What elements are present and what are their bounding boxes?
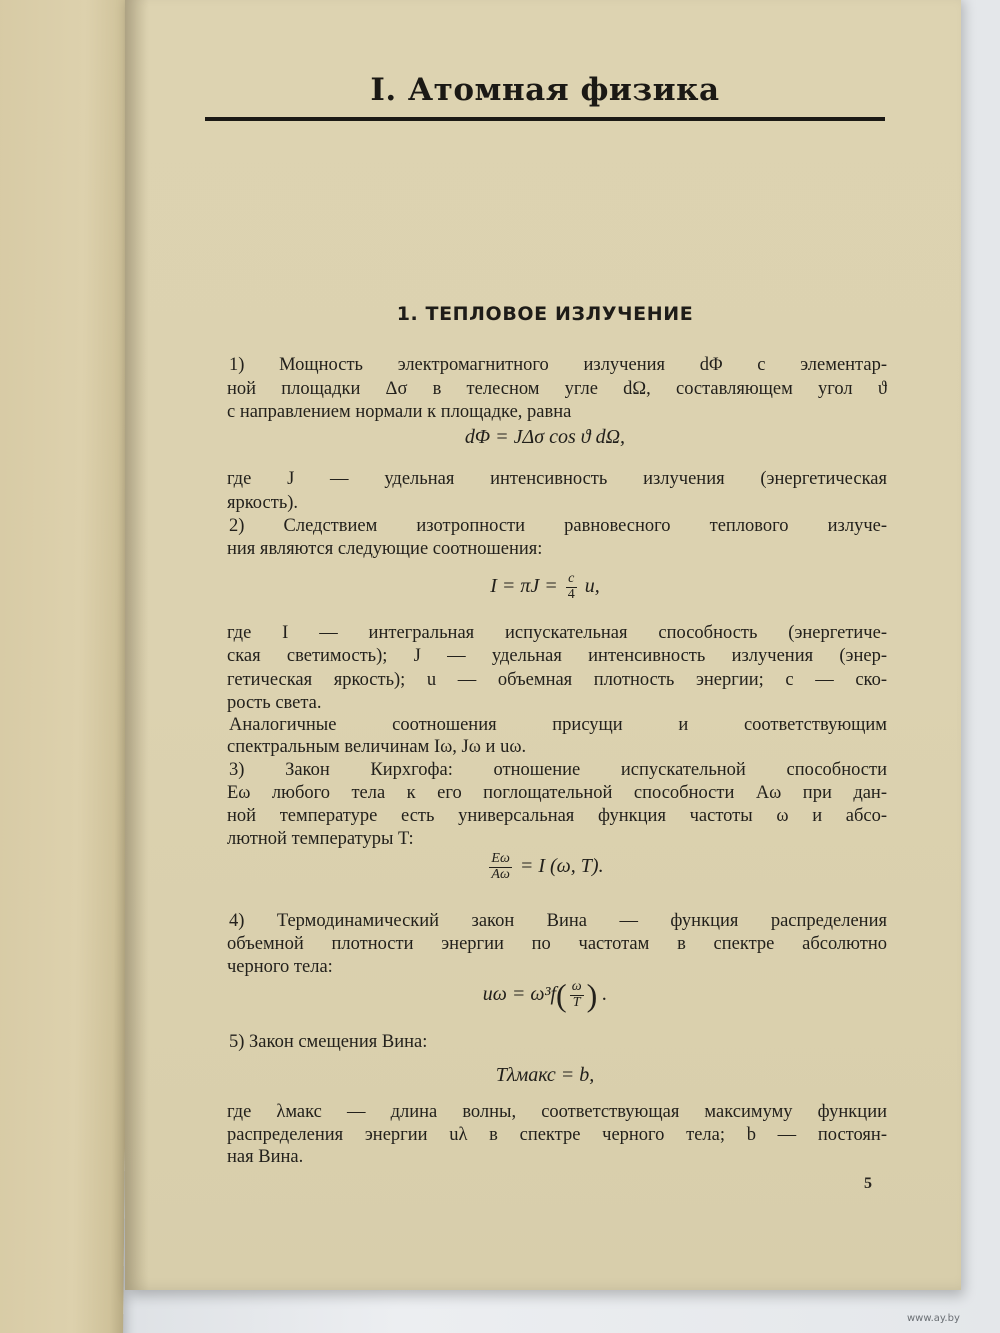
left-paren: ( <box>556 977 567 1013</box>
text-line: Аналогичные соотношения присущи и соответствующим <box>229 715 887 735</box>
watermark: www.ay.by <box>907 1313 960 1324</box>
formula-wien-displacement <box>205 1064 885 1087</box>
formula-emittance-rhs: u, <box>579 574 600 597</box>
text-line: где I — интегральная испускательная способность (энергетиче- <box>227 623 887 643</box>
text-line: ская светимость); J — удельная интенсивность излучения (энер- <box>227 646 887 666</box>
text-line: рость света. <box>227 693 322 713</box>
text-line: ная Вина. <box>227 1147 304 1167</box>
text-line: ной температуре есть универсальная функция частоты ω и абсо- <box>227 806 887 826</box>
fraction-denominator: 4 <box>567 586 575 602</box>
fraction-c-over-4 <box>566 572 577 602</box>
text-line: спектральным величинам Iω, Jω и uω. <box>227 737 527 757</box>
fraction-omega-over-t <box>570 980 584 1010</box>
text-line: 1) Мощность электромагнитного излучения dΦ с элементар- <box>229 355 887 375</box>
right-paren: ) <box>586 977 598 1013</box>
text-line: лютной температуры T: <box>227 829 414 849</box>
text-line: черного тела: <box>227 957 333 977</box>
text-line: 3) Закон Кирхгофа: отношение испускательной способности <box>229 760 887 780</box>
formula-emittance <box>205 572 885 602</box>
formula-kirchhoff-rhs: = I (ω, T). <box>514 854 604 877</box>
text-line: с направлением нормали к площадке, равна <box>227 402 572 422</box>
text-line: ния являются следующие соотношения: <box>227 539 543 559</box>
formula-kirchhoff <box>205 852 885 882</box>
formula-wien-displacement-text: Tλмакс = b, <box>495 1064 595 1086</box>
formula-wien-rhs: . <box>597 983 608 1006</box>
page-number: 5 <box>864 1175 872 1192</box>
fraction-numerator: c <box>566 572 577 588</box>
text-line: объемной плотности энергии по частотам в спектре абсолютно <box>227 934 887 954</box>
fraction-denominator: Aω <box>491 866 510 882</box>
spine-shadow <box>125 0 149 1290</box>
fraction-denominator: T <box>572 995 581 1010</box>
formula-wien-lhs: uω = ω³f <box>482 983 557 1006</box>
text-line: 4) Термодинамический закон Вина — функция распределения <box>229 911 887 931</box>
fraction-e-over-a <box>489 852 511 882</box>
text-line: ной площадки Δσ в телесном угле dΩ, составляющем угол ϑ <box>227 379 887 399</box>
text-line: распределения энергии uλ в спектре черного тела; b — постоян- <box>227 1125 887 1145</box>
text-line: яркость). <box>227 493 299 513</box>
text-line: где J — удельная интенсивность излучения (энергетическая <box>227 469 887 489</box>
left-page-edge <box>0 0 137 1333</box>
formula-radiant-flux-text: dΦ = JΔσ cos ϑ dΩ, <box>464 426 626 448</box>
fraction-numerator: ω <box>571 979 582 995</box>
formula-emittance-lhs: I = πJ = <box>490 574 563 597</box>
chapter-title: I. Атомная физика <box>370 72 720 108</box>
text-line: где λмакс — длина волны, соответствующая максимуму функции <box>227 1102 887 1122</box>
text-line: 5) Закон смещения Вина: <box>229 1032 428 1052</box>
fraction-numerator: Eω <box>491 851 510 866</box>
text-line: 2) Следствием изотропности равновесного теплового излуче- <box>229 516 887 536</box>
text-line: Eω любого тела к его поглощательной способности Aω при дан- <box>227 783 887 803</box>
book-page <box>125 0 961 1290</box>
formula-radiant-flux <box>205 426 885 449</box>
section-title: 1. ТЕПЛОВОЕ ИЗЛУЧЕНИЕ <box>396 303 694 325</box>
chapter-rule <box>205 117 885 121</box>
formula-wien-thermodynamic <box>205 977 885 1014</box>
text-line: гетическая яркость); u — объемная плотность энергии; c — ско- <box>227 670 887 690</box>
